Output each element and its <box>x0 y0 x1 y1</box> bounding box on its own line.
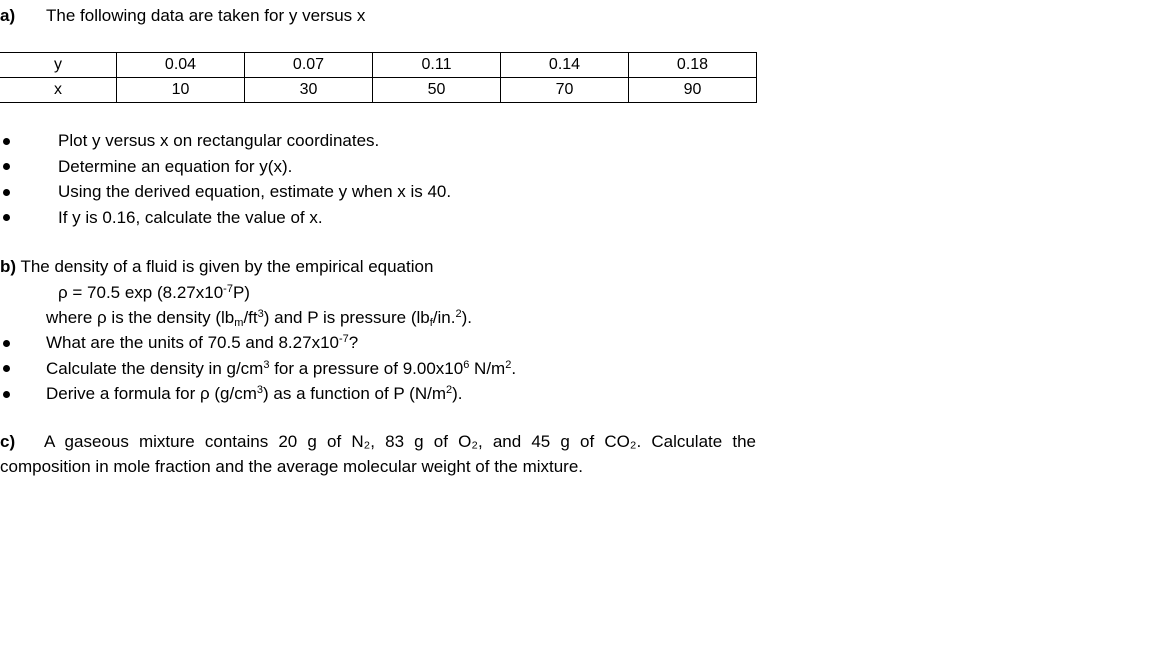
question-exponent: -7 <box>338 333 349 345</box>
where-text: /in. <box>432 308 456 327</box>
x-value: 70 <box>501 78 629 103</box>
where-text: ) and P is pressure (lb <box>263 308 430 327</box>
bullet-icon <box>3 340 10 347</box>
equation-text: ρ = 70.5 exp (8.27x10 <box>58 283 224 302</box>
part-b-label: b) <box>0 257 17 276</box>
bullet-icon <box>3 365 10 372</box>
superscript: 6 <box>463 359 470 371</box>
table-row-y <box>0 53 757 78</box>
superscript: 2 <box>446 384 453 396</box>
density-equation <box>58 283 250 303</box>
y-value: 0.07 <box>245 53 373 78</box>
superscript: 3 <box>256 384 264 396</box>
bullet-icon <box>3 163 10 170</box>
question-text: Calculate the density in g/cm <box>46 359 264 378</box>
data-table <box>0 52 757 103</box>
question-text: Derive a formula for ρ (g/cm <box>46 384 257 403</box>
task-item: Plot y versus x on rectangular coordinates. <box>58 131 380 150</box>
bullet-icon <box>3 214 10 221</box>
where-text: where ρ is the density (lb <box>46 308 235 327</box>
question-text: ) as a function of P (N/m <box>263 384 446 403</box>
part-c-line-1: A gaseous mixture contains 20 g of N₂, 83 g of O₂, and 45 g of CO₂. Calculate the <box>44 432 756 451</box>
where-text: /ft <box>243 308 258 327</box>
y-value: 0.04 <box>117 53 245 78</box>
task-item: If y is 0.16, calculate the value of x. <box>58 208 323 227</box>
where-clause <box>46 308 472 328</box>
y-value: 0.18 <box>629 53 757 78</box>
question-density <box>46 359 516 379</box>
superscript: 3 <box>263 359 270 371</box>
x-value: 90 <box>629 78 757 103</box>
question-units <box>46 333 358 353</box>
question-text: N/m <box>469 359 506 378</box>
part-c-line-2: composition in mole fraction and the average molecular weight of the mixture. <box>0 457 584 476</box>
y-value: 0.14 <box>501 53 629 78</box>
superscript-3: 3 <box>257 308 264 320</box>
part-b-intro: The density of a fluid is given by the empirical equation <box>20 257 434 276</box>
x-value: 10 <box>117 78 245 103</box>
x-value: 30 <box>245 78 373 103</box>
row-label-y: y <box>0 53 117 78</box>
bullet-icon <box>3 391 10 398</box>
bullet-icon <box>3 138 10 145</box>
x-value: 50 <box>373 78 501 103</box>
question-end: ). <box>452 384 463 403</box>
table-row-x <box>0 78 757 103</box>
equation-exponent: -7 <box>223 283 233 295</box>
row-label-x: x <box>0 78 117 103</box>
superscript-2: 2 <box>455 308 462 320</box>
bullet-icon <box>3 189 10 196</box>
question-text: What are the units of 70.5 and 8.27x10 <box>46 333 339 352</box>
superscript: 2 <box>505 359 512 371</box>
subscript-m: m <box>234 317 244 329</box>
y-value: 0.11 <box>373 53 501 78</box>
where-text: ). <box>461 308 472 327</box>
question-end: . <box>511 359 517 378</box>
question-end: ? <box>348 333 359 352</box>
part-a-label: a) <box>0 6 16 25</box>
subscript-f: f <box>429 317 433 329</box>
task-item: Using the derived equation, estimate y when x is 40. <box>58 182 452 201</box>
question-formula <box>46 384 463 404</box>
question-text: for a pressure of 9.00x10 <box>269 359 464 378</box>
part-b-heading <box>0 257 433 277</box>
part-c-label: c) <box>0 432 16 451</box>
part-a-intro: The following data are taken for y versus x <box>46 6 366 25</box>
equation-end: P) <box>232 283 250 302</box>
task-item: Determine an equation for y(x). <box>58 157 293 176</box>
